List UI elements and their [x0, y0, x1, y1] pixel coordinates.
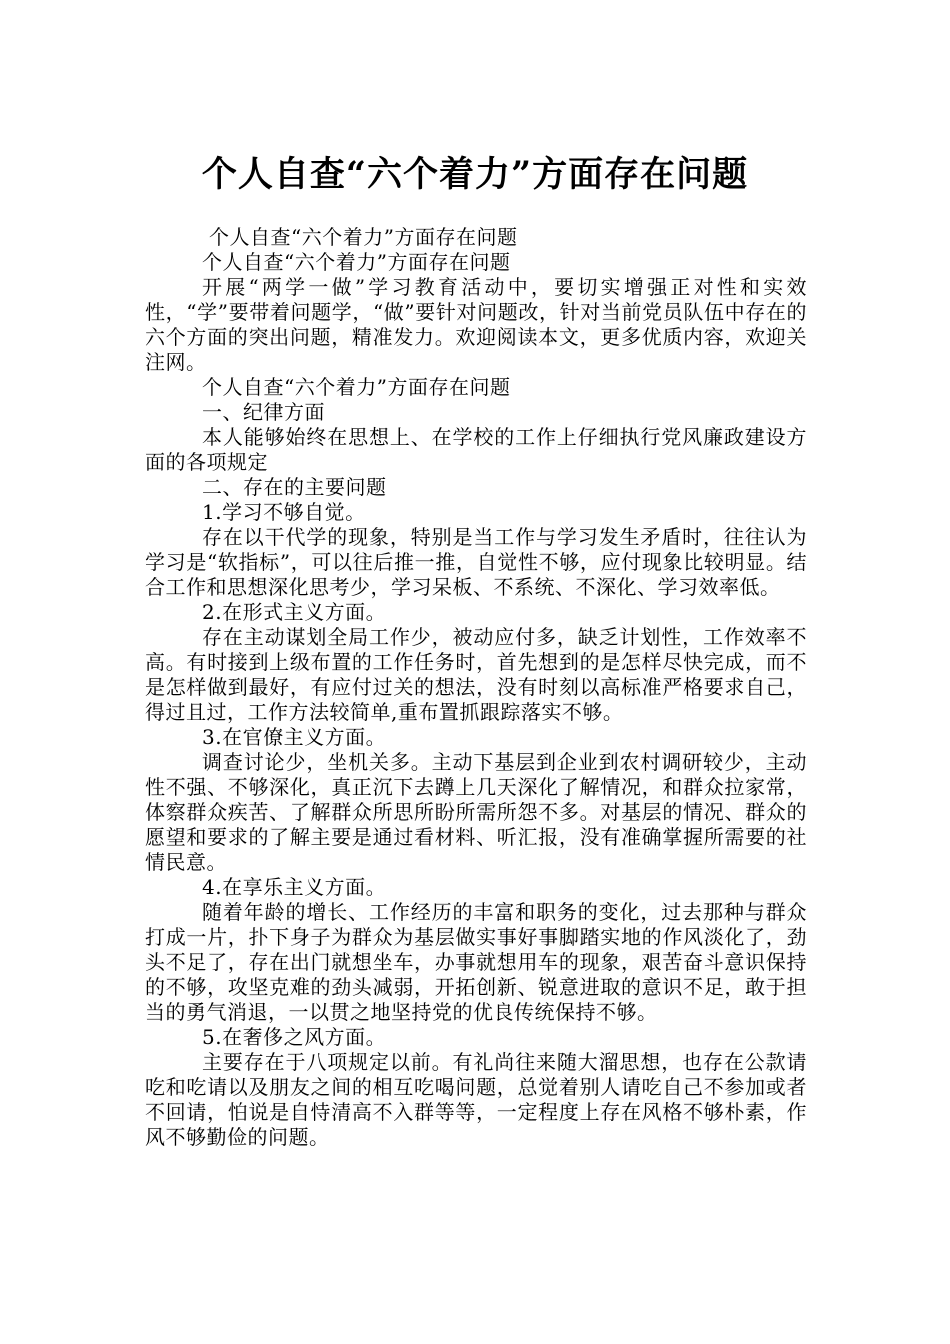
paragraph-subtitle-3: 个人自查“六个着力”方面存在问题	[202, 375, 511, 399]
item-body-3: 调查讨论少，坐机关多。主动下基层到企业到农村调研较少，主动性不强、不够深化，真正沉下去蹲上几天深化了解情况，和群众拉家常，体察群众疾苦、了解群众所思所盼所需所怨不多。对基层的情况、群众的愿望和要求的了解主要是通过看材料、听汇报，没有准确掌握所需要的社情民意。	[145, 750, 807, 874]
item-body-1: 存在以干代学的现象，特别是当工作与学习发生矛盾时，往往认为学习是“软指标”，可以往后推一推，自觉性不够，应付现象比较明显。结合工作和思想深化思考少，学习呆板、不系统、不深化、学习效率低。	[145, 525, 807, 599]
paragraph-discipline: 本人能够始终在思想上、在学校的工作上仔细执行党风廉政建设方面的各项规定	[145, 425, 807, 474]
item-heading-2: 2.在形式主义方面。	[202, 600, 387, 624]
item-heading-4: 4.在享乐主义方面。	[202, 875, 387, 899]
paragraph-subtitle-1: 个人自查“六个着力”方面存在问题	[209, 225, 518, 249]
item-body-5: 主要存在于八项规定以前。有礼尚往来随大溜思想，也存在公款请吃和吃请以及朋友之间的相互吃喝问题，总觉着别人请吃自己不参加或者不回请，怕说是自恃清高不入群等等，一定程度上存在风格不够朴素，作风不够勤俭的问题。	[145, 1050, 807, 1149]
paragraph-subtitle-2: 个人自查“六个着力”方面存在问题	[202, 250, 511, 274]
document-title: 个人自查“六个着力”方面存在问题	[201, 154, 749, 196]
section-heading-problems: 二、存在的主要问题	[202, 475, 387, 499]
item-heading-3: 3.在官僚主义方面。	[202, 725, 387, 749]
item-heading-5: 5.在奢侈之风方面。	[202, 1025, 387, 1049]
paragraph-intro: 开展“两学一做”学习教育活动中，要切实增强正对性和实效性，“学”要带着问题学，“做”要针对问题改，针对当前党员队伍中存在的六个方面的突出问题，精准发力。欢迎阅读本文，更多优质内容，欢迎关注网。	[145, 275, 807, 374]
section-heading-discipline: 一、纪律方面	[202, 400, 325, 424]
item-body-4: 随着年龄的增长、工作经历的丰富和职务的变化，过去那种与群众打成一片，扑下身子为群众为基层做实事好事脚踏实地的作风淡化了，劲头不足了，存在出门就想坐车，办事就想用车的现象，艰苦奋斗意识保持的不够，攻坚克难的劲头减弱，开拓创新、锐意进取的意识不足，敢于担当的勇气消退，一以贯之地坚持党的优良传统保持不够。	[145, 900, 807, 1024]
item-heading-1: 1.学习不够自觉。	[202, 500, 366, 524]
document-body	[145, 225, 807, 1150]
item-body-2: 存在主动谋划全局工作少，被动应付多，缺乏计划性，工作效率不高。有时接到上级布置的工作任务时，首先想到的是怎样尽快完成，而不是怎样做到最好，有应付过关的想法，没有时刻以高标准严格要求自己，得过且过，工作方法较简单,重布置抓跟踪落实不够。	[145, 625, 807, 724]
